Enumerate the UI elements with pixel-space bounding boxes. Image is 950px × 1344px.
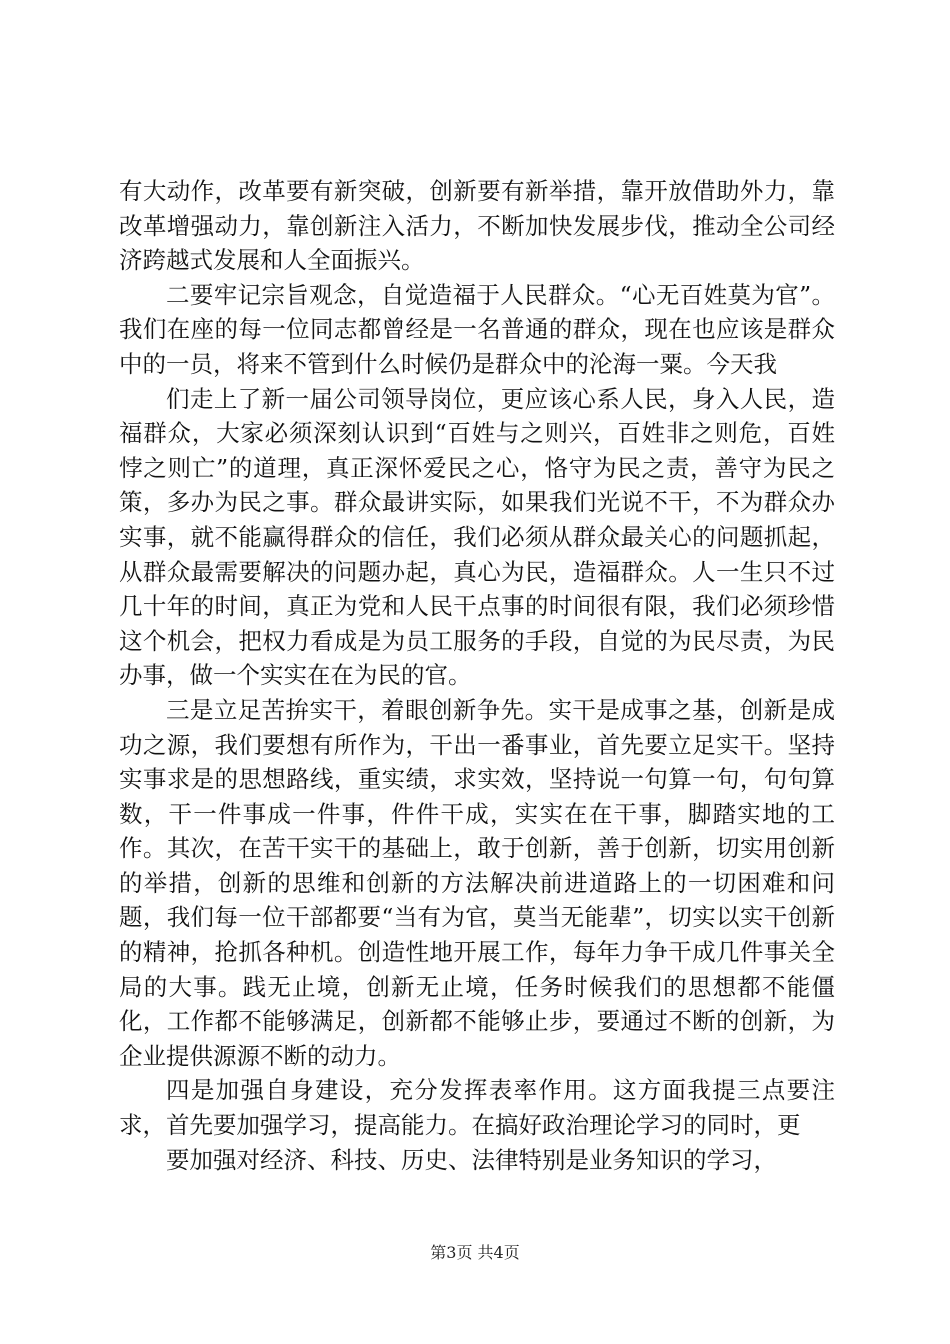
paragraph-2: 二要牢记宗旨观念，自觉造福于人民群众。“心无百姓莫为官”。我们在座的每一位同志都曾经是一名普通的群众，现在也应该是群众中的一员，将来不管到什么时候仍是群众中的沦海一粟。今天我 [119,280,835,378]
document-body [119,174,835,1177]
paragraph-3: 们走上了新一届公司领导岗位，更应该心系人民，身入人民，造福群众，大家必须深刻认识到“百姓与之则兴，百姓非之则危，百姓悖之则亡”的道理，真正深怀爱民之心，恪守为民之责，善守为民之策，多办为民之事。群众最讲实际，如果我们光说不干，不为群众办实事，就不能赢得群众的信任，我们必须从群众最关心的问题抓起，从群众最需要解决的问题办起，真心为民，造福群众。人一生只不过几十年的时间，真正为党和人民干点事的时间很有限，我们必须珍惜这个机会，把权力看成是为员工服务的手段，自觉的为民尽责，为民办事，做一个实实在在为民的官。 [119,384,835,690]
paragraph-1: 有大动作，改革要有新突破，创新要有新举措，靠开放借助外力，靠改革增强动力，靠创新注入活力，不断加快发展步伐，推动全公司经济跨越式发展和人全面振兴。 [119,177,835,275]
paragraph-5: 四是加强自身建设，充分发挥表率作用。这方面我提三点要注求，首先要加强学习，提高能力。在搞好政治理论学习的同时，更 [119,1076,835,1140]
page-footer: 第3页 共4页 [430,1243,520,1262]
paragraph-4: 三是立足苦拚实干，着眼创新争先。实干是成事之基，创新是成功之源，我们要想有所作为，干出一番事业，首先要立足实干。坚持实事求是的思想路线，重实绩，求实效，坚持说一句算一句，句句算数，干一件事成一件事，件件干成，实实在在干事，脚踏实地的工作。其次，在苦干实干的基础上，敢于创新，善于创新，切实用创新的举措，创新的思维和创新的方法解决前进道路上的一切困难和问题，我们每一位干部都要“当有为官，莫当无能辈”，切实以实干创新的精神，抢抓各种机。创造性地开展工作，每年力争干成几件事关全局的大事。践无止境，创新无止境，任务时候我们的思想都不能僵化，工作都不能够满足，创新都不能够止步，要通过不断的创新，为企业提供源源不断的动力。 [119,695,835,1070]
paragraph-6: 要加强对经济、科技、历史、法律特别是业务知识的学习， [166,1145,777,1174]
